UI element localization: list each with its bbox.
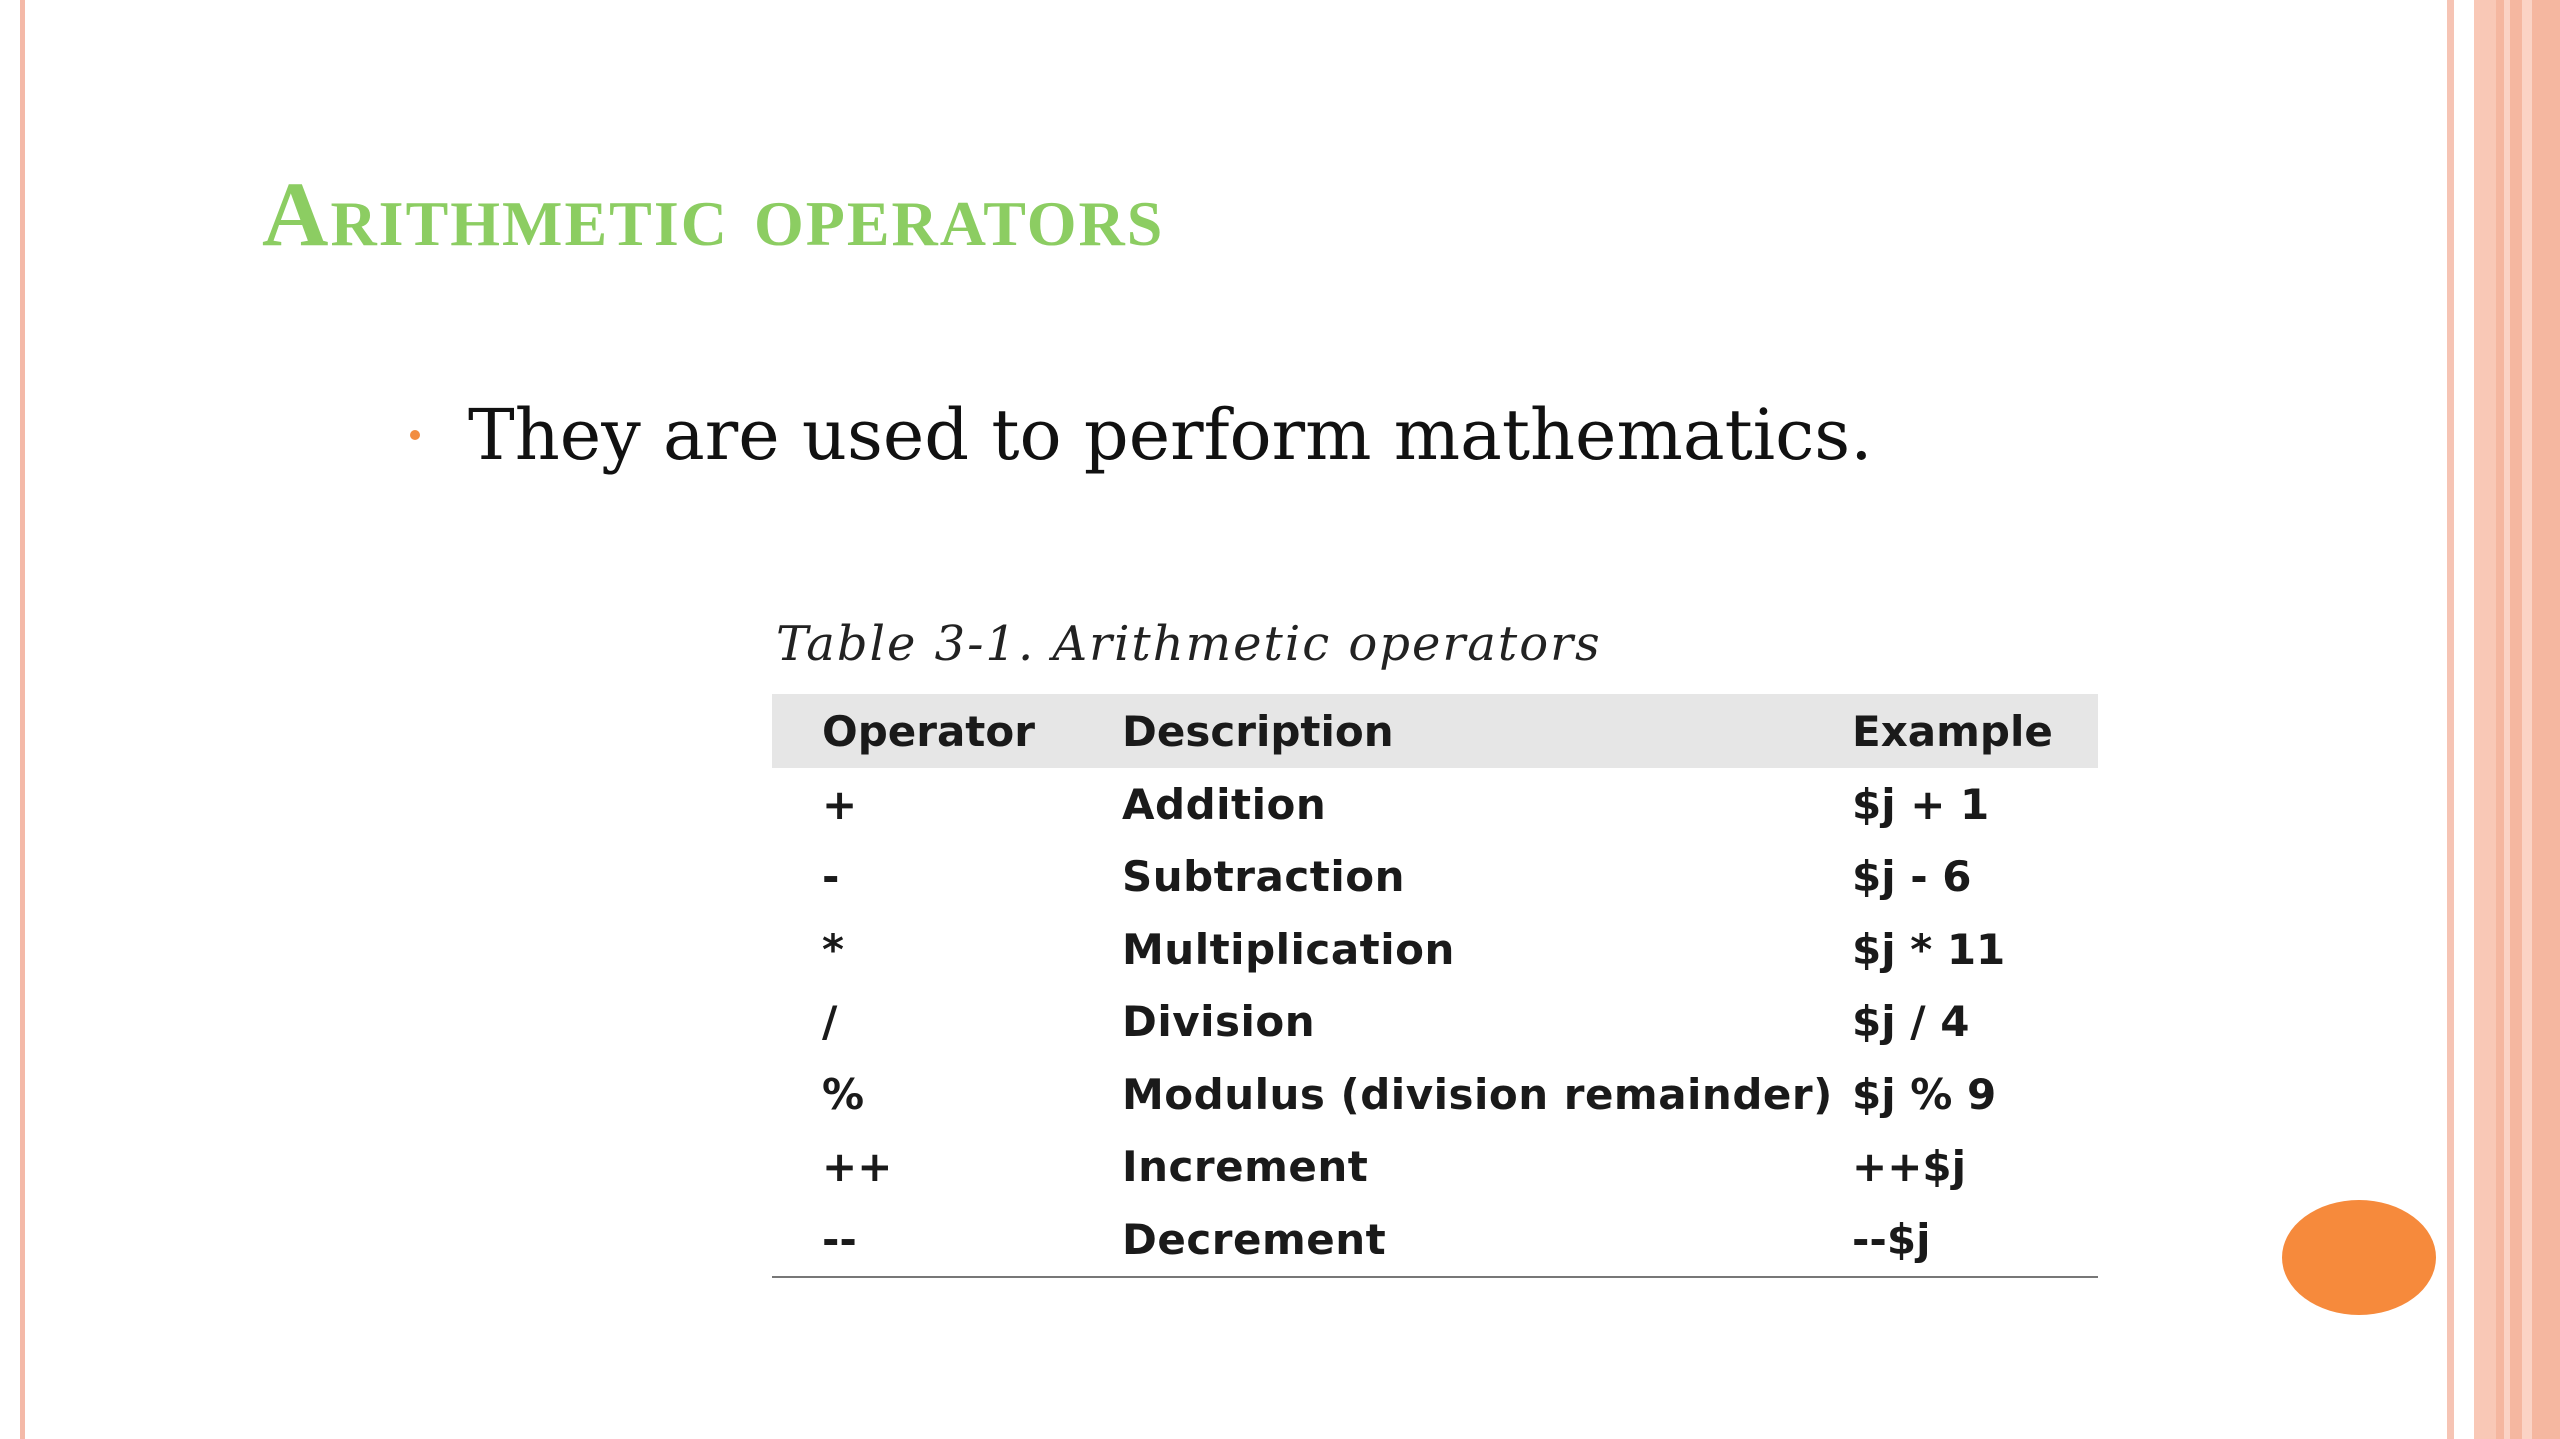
description-cell: Subtraction — [1122, 852, 1405, 902]
table-row — [772, 841, 2098, 914]
table-row — [772, 1203, 2098, 1277]
example-cell: --$j — [1852, 1214, 1931, 1264]
table-row — [772, 986, 2098, 1059]
right-border-line — [2447, 0, 2454, 1439]
table-caption: Table 3-1. Arithmetic operators — [776, 616, 1602, 672]
operator-cell: ++ — [822, 1142, 893, 1192]
example-cell: $j % 9 — [1852, 1069, 1997, 1119]
description-cell: Decrement — [1122, 1214, 1387, 1264]
header-description: Description — [1122, 694, 1852, 768]
description-cell: Modulus (division remainder) — [1122, 1069, 1833, 1119]
operator-cell: -- — [822, 1214, 857, 1264]
example-cell: $j / 4 — [1852, 997, 1970, 1047]
operator-cell: - — [822, 852, 840, 902]
table-header-row — [772, 694, 2098, 768]
description-cell: Multiplication — [1122, 924, 1455, 974]
description-cell: Increment — [1122, 1142, 1369, 1192]
example-cell: ++$j — [1852, 1142, 1967, 1192]
header-operator: Operator — [772, 694, 1122, 768]
table-row — [772, 913, 2098, 986]
description-cell: Addition — [1122, 779, 1327, 829]
operator-cell: * — [822, 924, 844, 974]
table-row — [772, 768, 2098, 841]
example-cell: $j - 6 — [1852, 852, 1972, 902]
table-row — [772, 1131, 2098, 1204]
bullet-text: They are used to perform mathematics. — [468, 394, 1873, 476]
header-example: Example — [1852, 694, 2098, 768]
slide-title: Arithmetic operators — [262, 163, 1165, 265]
arithmetic-operators-table — [772, 694, 2098, 1278]
orange-circle-decoration — [2282, 1200, 2436, 1315]
right-decorative-stripe — [2474, 0, 2496, 1439]
example-cell: $j * 11 — [1852, 924, 2006, 974]
left-border-line — [20, 0, 25, 1439]
operator-cell: % — [822, 1069, 865, 1119]
example-cell: $j + 1 — [1852, 779, 1990, 829]
right-decorative-band — [2496, 0, 2560, 1439]
description-cell: Division — [1122, 997, 1316, 1047]
bullet-item — [410, 394, 1873, 476]
operator-cell: / — [822, 997, 838, 1047]
bullet-dot-icon — [410, 430, 420, 440]
operator-cell: + — [822, 779, 858, 829]
table-row — [772, 1058, 2098, 1131]
